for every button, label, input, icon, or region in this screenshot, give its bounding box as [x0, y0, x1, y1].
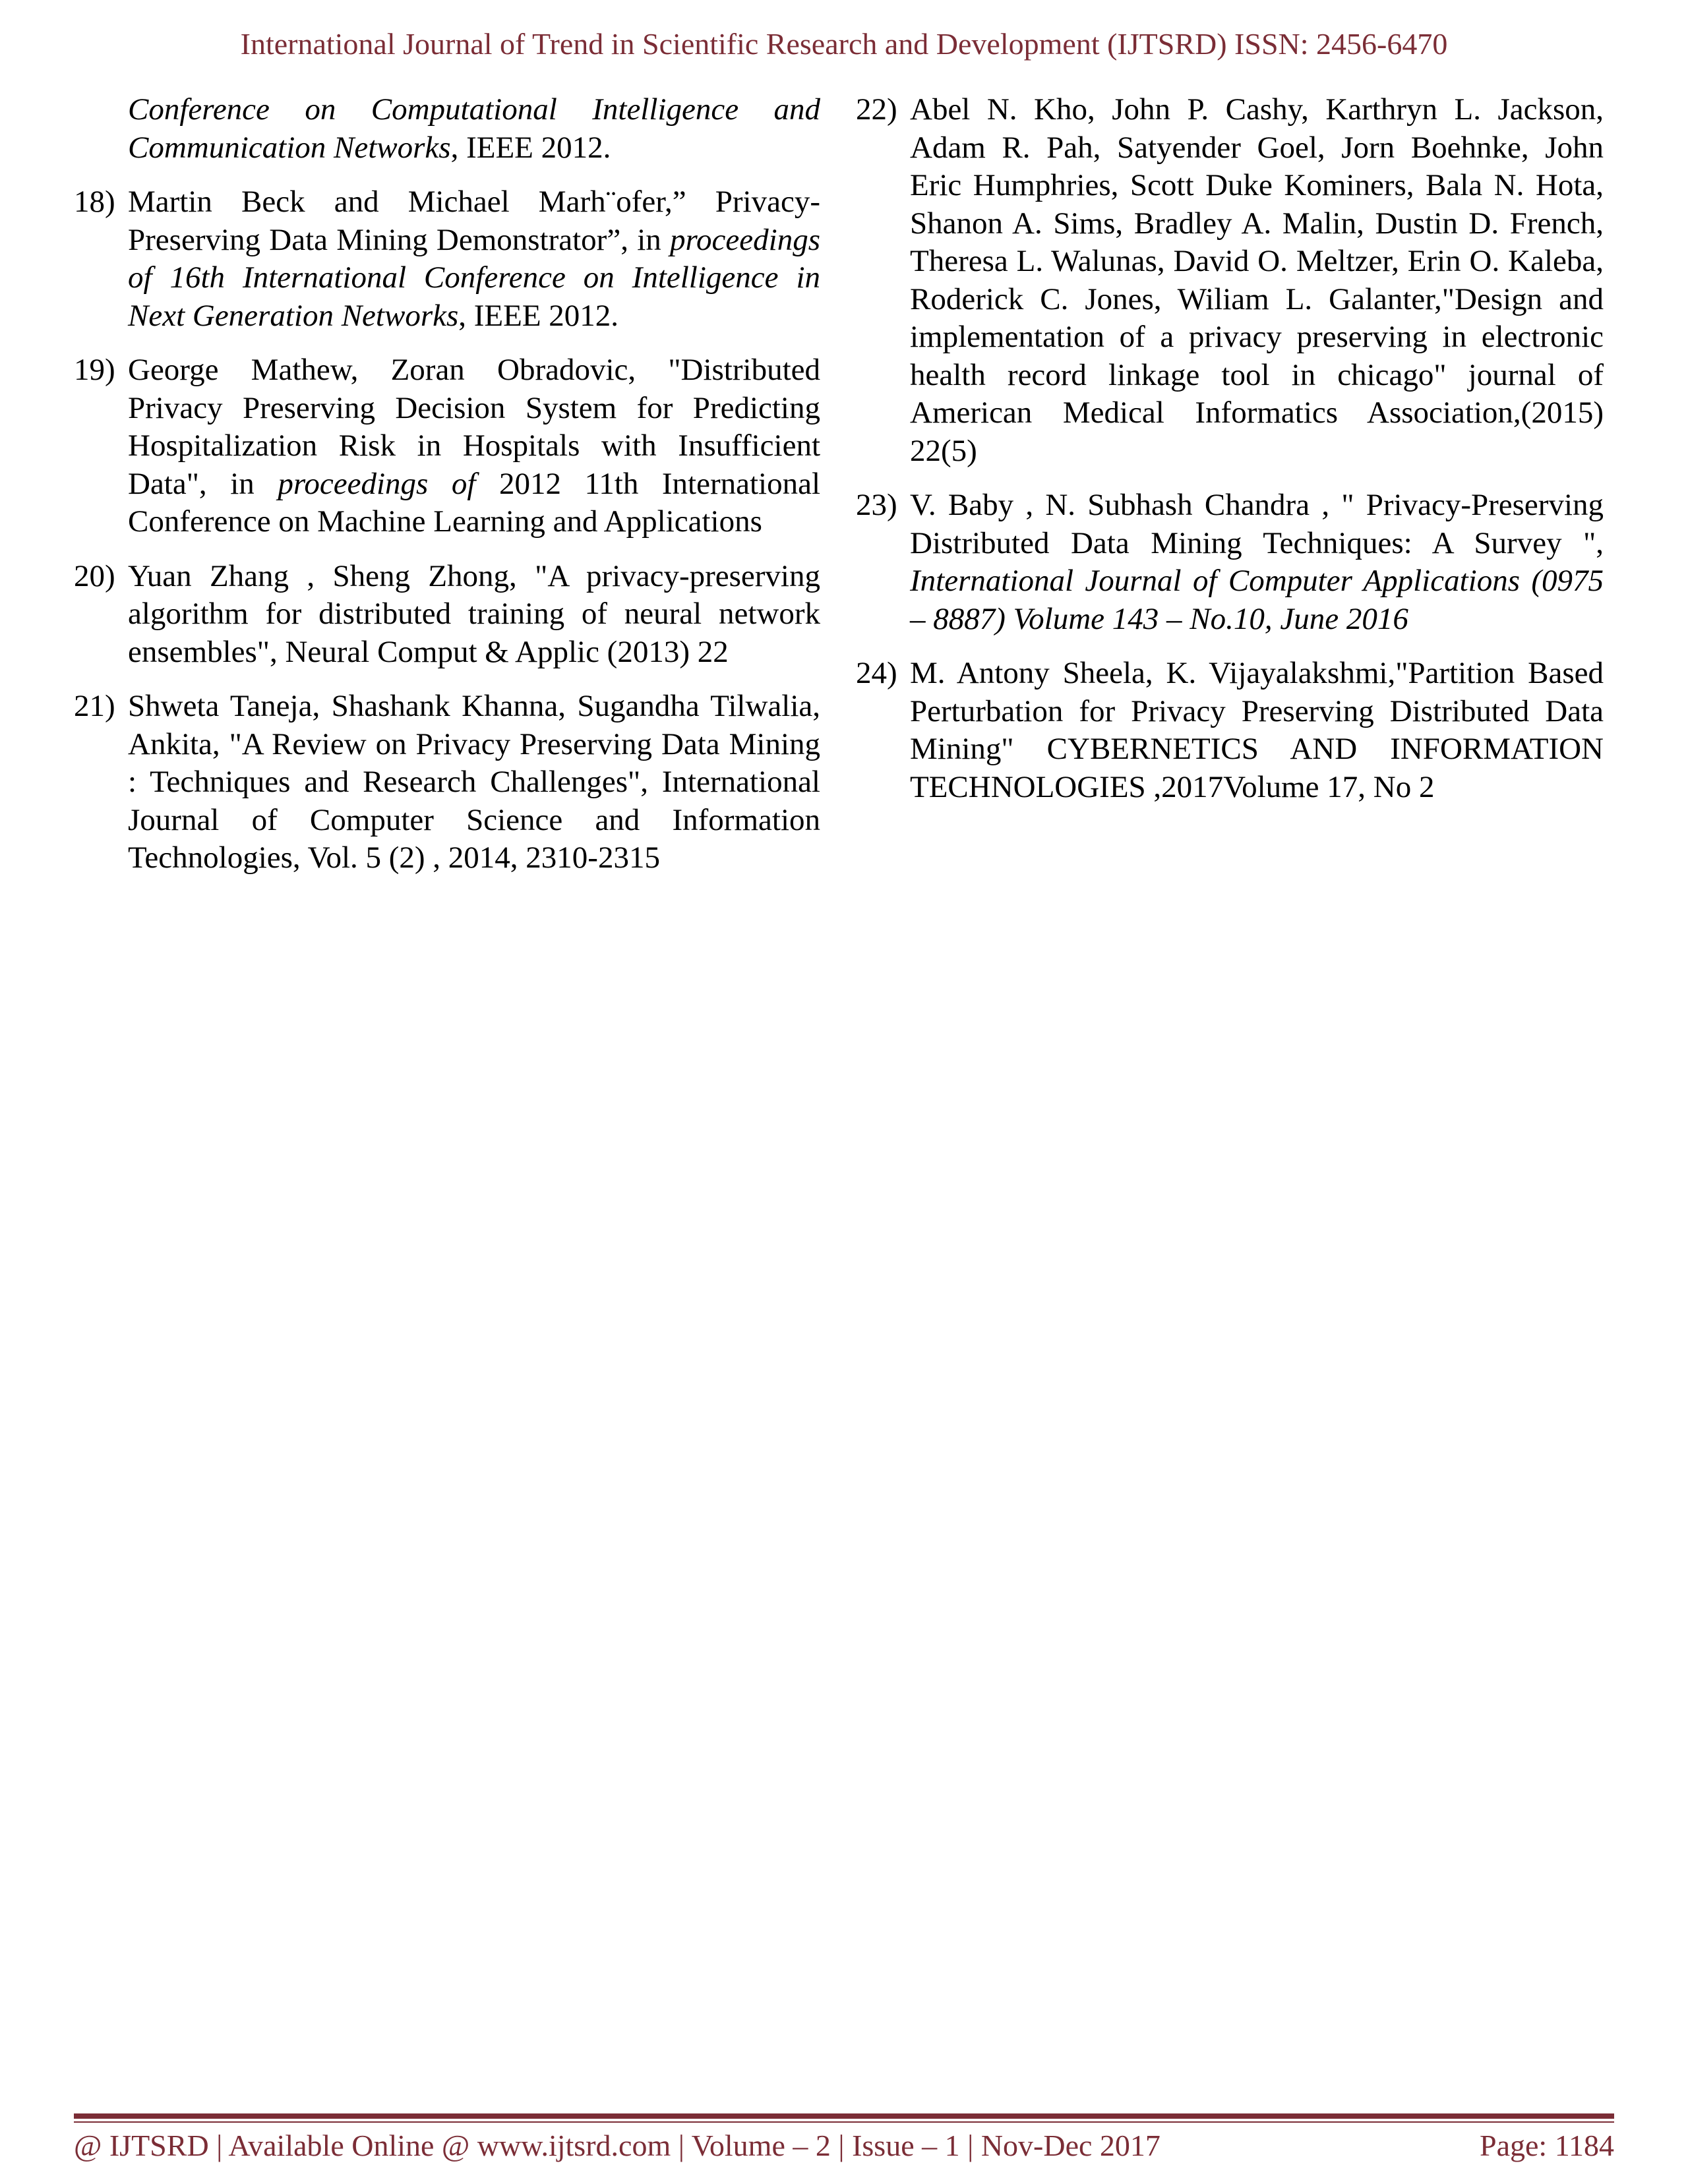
references-column-left [74, 91, 820, 894]
reference-text [128, 353, 820, 539]
reference-text [128, 92, 820, 165]
reference-number: 19) [74, 353, 115, 387]
page-footer [74, 2128, 1614, 2163]
reference-number: 22) [856, 92, 897, 127]
running-header: International Journal of Trend in Scientific Research and Development (IJTSRD) ISSN: 2456-6470 [240, 27, 1448, 61]
reference-italic-text: Conference on Computational Intelligence and Communication Networks [128, 92, 820, 165]
reference-plain-text: , IEEE 2012. [450, 130, 611, 165]
reference-plain-text: M. Antony Sheela, K. Vijayalakshmi,"Partition Based Perturbation for Privacy Preserving Distributed Data Mining" CYBERNETICS AND INFORMATION TECHNOLOGIES ,2017Volume 17, No 2 [910, 656, 1604, 804]
footer-rule-thin [74, 2121, 1614, 2123]
reference-plain-text: Martin Beck and Michael Marh¨ofer,” Privacy-Preserving Data Mining Demonstrator”, in [128, 185, 820, 257]
reference-plain-text: V. Baby , N. Subhash Chandra , " Privacy-Preserving Distributed Data Mining Techniques: A Survey ", [910, 488, 1604, 560]
references-column-right [856, 91, 1604, 823]
reference-text [128, 689, 820, 875]
reference-item [74, 688, 820, 877]
reference-plain-text: 2012 11th International Conference on Machine Learning and Applications [128, 466, 821, 539]
reference-number: 23) [856, 488, 897, 522]
reference-plain-text: Yuan Zhang , Sheng Zhong, "A privacy-preserving algorithm for distributed training of neural network ensembles", Neural Comput & Applic (2013) 22 [128, 558, 820, 669]
reference-plain-text: Shweta Taneja, Shashank Khanna, Sugandha Tilwalia, Ankita, "A Review on Privacy Preserving Data Mining : Techniques and Research Challenges", International Journal of Computer Science and Information Technologies, Vol. 5 (2) , 2014, 2310-2315 [128, 689, 820, 875]
reference-text [128, 185, 820, 333]
reference-plain-text: George Mathew, Zoran Obradovic, "Distributed Privacy Preserving Decision System for Predicting Hospitalization Risk in Hospitals with Insufficient Data", in [128, 353, 820, 501]
reference-number: 24) [856, 656, 897, 690]
reference-italic-text: proceedings of [278, 466, 476, 501]
reference-item [74, 558, 820, 672]
reference-item [856, 91, 1604, 470]
reference-plain-text: Abel N. Kho, John P. Cashy, Karthryn L. Jackson, Adam R. Pah, Satyender Goel, Jorn Boehnke, John Eric Humphries, Scott Duke Kominers, Bala N. Hota, Shanon A. Sims, Bradley A. Malin, Dustin D. French, Theresa L. Walunas, David O. Meltzer, Erin O. Kaleba, Roderick C. Jones, Wiliam L. Galanter,"Design and implementation of a privacy preserving in electronic health record linkage tool in chicago" journal of American Medical Informatics Association,(2015) 22(5) [910, 92, 1604, 468]
footer-journal-info: @ IJTSRD | Available Online @ www.ijtsrd.com | Volume – 2 | Issue – 1 | Nov-Dec 2017 [74, 2129, 1160, 2162]
reference-item [74, 351, 820, 541]
reference-continuation [74, 91, 820, 167]
reference-plain-text: , IEEE 2012. [458, 298, 619, 333]
page-number: Page: 1184 [1480, 2129, 1614, 2162]
reference-number: 18) [74, 185, 115, 219]
reference-item [74, 183, 820, 335]
reference-italic-text: International Journal of Computer Applications (0975 – 8887) Volume 143 – No.10, June 2016 [910, 564, 1604, 636]
reference-number: 20) [74, 558, 115, 593]
reference-text [128, 559, 820, 669]
reference-item [856, 487, 1604, 638]
reference-text [910, 656, 1604, 804]
reference-italic-text: proceedings of 16th International Conference on Intelligence in Next Generation Networks [128, 222, 820, 333]
reference-text [910, 92, 1604, 468]
footer-rule-thick [74, 2113, 1614, 2119]
reference-number: 21) [74, 689, 115, 723]
reference-item [856, 655, 1604, 806]
reference-text [910, 488, 1604, 636]
